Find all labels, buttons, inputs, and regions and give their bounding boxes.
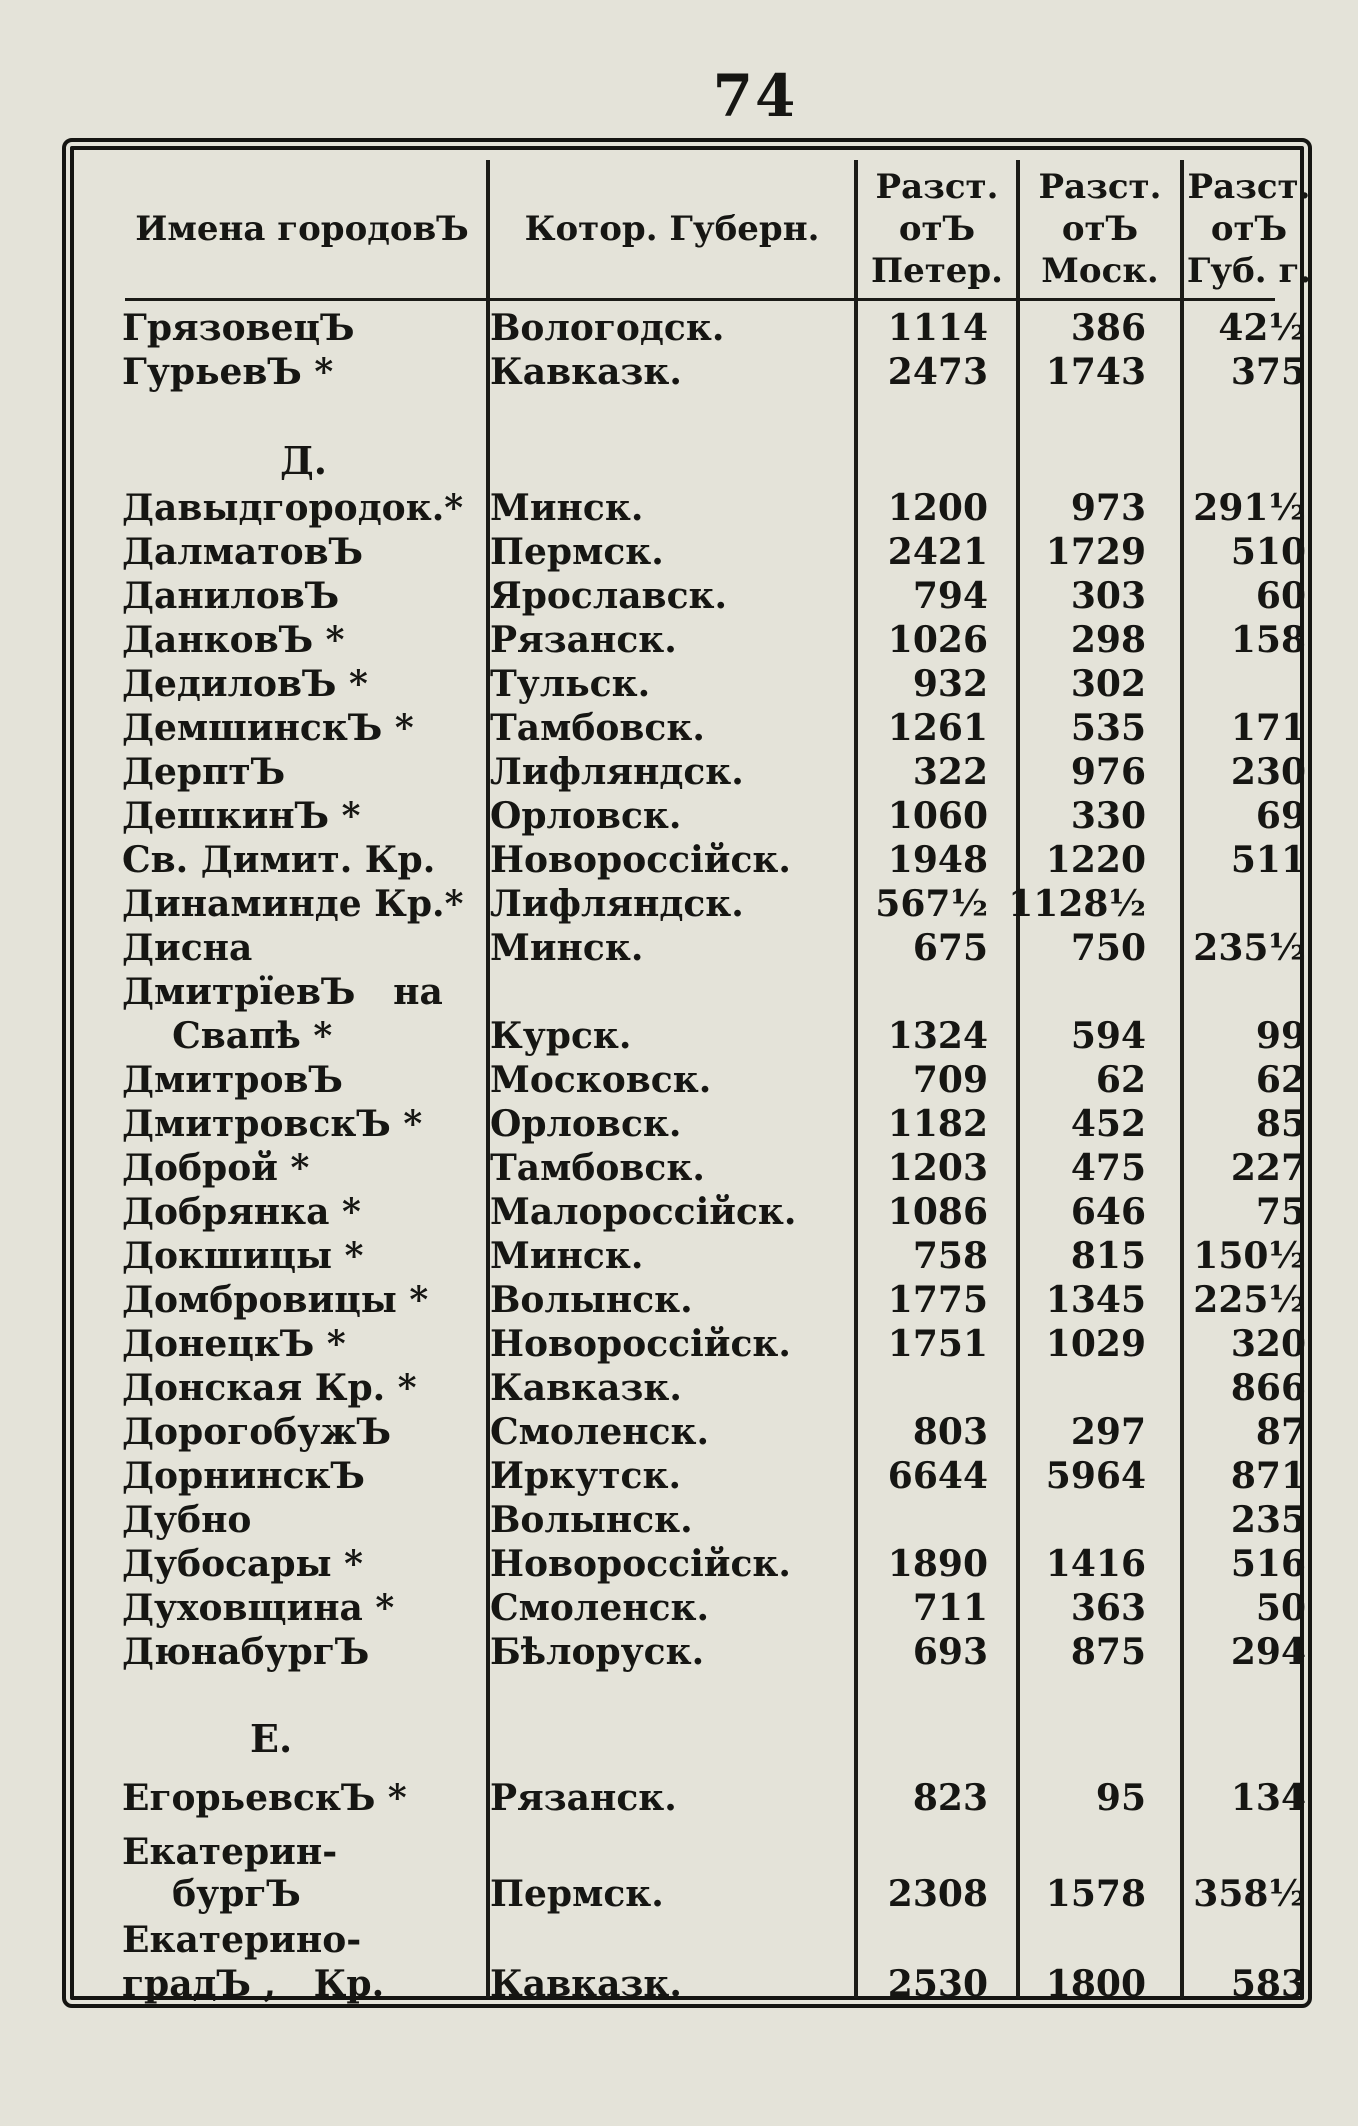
- city-cell: Домбровицы *: [122, 1279, 429, 1321]
- header-from-peter: [858, 160, 1016, 298]
- distance-moscow-cell: 973: [1070, 487, 1146, 529]
- table-row: [0, 1542, 1358, 1586]
- gubernia-cell: Пермск.: [490, 1873, 664, 1915]
- table-row: [0, 706, 1358, 750]
- distance-moscow-cell: 594: [1070, 1015, 1146, 1057]
- table-row: [0, 1058, 1358, 1102]
- table-row: [0, 750, 1358, 794]
- distance-gub-cell: 375: [1230, 351, 1306, 393]
- header-city: [118, 160, 486, 298]
- city-cell: ДорнинскЪ: [122, 1455, 365, 1497]
- distance-gub-cell: 60: [1255, 575, 1306, 617]
- header-from-peter-line3: Петер.: [870, 251, 1004, 291]
- distance-peter-cell: 1261: [887, 707, 988, 749]
- city-cell: градЪ , Кр.: [122, 1963, 385, 2005]
- distance-moscow-cell: 1220: [1045, 839, 1146, 881]
- header-rule: [125, 298, 1275, 301]
- distance-moscow-cell: 452: [1070, 1103, 1146, 1145]
- table-row: [0, 1366, 1358, 1410]
- distance-gub-cell: 158: [1230, 619, 1306, 661]
- distance-gub-cell: 871: [1230, 1455, 1306, 1497]
- city-cell: ДорогобужЪ: [122, 1411, 392, 1453]
- distance-peter-cell: 932: [912, 663, 988, 705]
- distance-peter-cell: 693: [912, 1631, 988, 1673]
- distance-gub-cell: 511: [1230, 839, 1306, 881]
- distance-peter-cell: 803: [912, 1411, 988, 1453]
- distance-gub-cell: 87: [1255, 1411, 1306, 1453]
- table-row: [0, 1830, 1358, 1874]
- table-row: [0, 882, 1358, 926]
- distance-peter-cell: 1775: [887, 1279, 988, 1321]
- city-cell: бургЪ: [122, 1873, 301, 1915]
- gubernia-cell: Рязанск.: [490, 619, 677, 661]
- city-cell: ДемшинскЪ *: [122, 707, 414, 749]
- city-cell: ДюнабургЪ: [122, 1631, 370, 1673]
- distance-moscow-cell: 535: [1070, 707, 1146, 749]
- city-cell: ДмитровскЪ *: [122, 1103, 423, 1145]
- table-row: [0, 1190, 1358, 1234]
- distance-peter-cell: 2308: [887, 1873, 988, 1915]
- distance-peter-cell: 1751: [887, 1323, 988, 1365]
- city-cell: Динаминде Кр.*: [122, 883, 464, 925]
- table-row: [0, 1776, 1358, 1820]
- distance-gub-cell: 230: [1230, 751, 1306, 793]
- gubernia-cell: Ярославск.: [490, 575, 728, 617]
- gubernia-cell: Рязанск.: [490, 1777, 677, 1819]
- distance-gub-cell: 85: [1255, 1103, 1306, 1145]
- distance-peter-cell: 567½: [875, 883, 988, 925]
- distance-peter-cell: 322: [912, 751, 988, 793]
- distance-peter-cell: 2421: [887, 531, 988, 573]
- gubernia-cell: Новороссійск.: [490, 1543, 791, 1585]
- distance-peter-cell: 1200: [887, 487, 988, 529]
- table-row: [0, 1278, 1358, 1322]
- city-cell: ДаниловЪ: [122, 575, 340, 617]
- distance-peter-cell: 2530: [887, 1963, 988, 2005]
- distance-moscow-cell: 303: [1070, 575, 1146, 617]
- city-cell: Екатерино-: [122, 1919, 362, 1961]
- city-cell: ДанковЪ *: [122, 619, 345, 661]
- distance-moscow-cell: 815: [1070, 1235, 1146, 1277]
- table-row: [0, 1410, 1358, 1454]
- city-cell: ДерптЪ: [122, 751, 286, 793]
- city-cell: Св. Димит. Кр.: [122, 839, 436, 881]
- header-gubernia-label: Котор. Губерн.: [524, 209, 820, 249]
- table-row: [0, 1146, 1358, 1190]
- city-cell: Дисна: [122, 927, 253, 969]
- table-row: [0, 350, 1358, 394]
- city-cell: Добрянка *: [122, 1191, 361, 1233]
- table-row: [0, 926, 1358, 970]
- distance-gub-cell: 99: [1255, 1015, 1306, 1057]
- distance-moscow-cell: 330: [1070, 795, 1146, 837]
- gubernia-cell: Волынск.: [490, 1279, 693, 1321]
- gubernia-cell: Новороссійск.: [490, 839, 791, 881]
- city-cell: Донская Кр. *: [122, 1367, 417, 1409]
- header-from-peter-line2: отЪ: [898, 209, 976, 249]
- city-cell: ГурьевЪ *: [122, 351, 334, 393]
- city-cell: Докшицы *: [122, 1235, 364, 1277]
- gubernia-cell: Кавказк.: [490, 1367, 682, 1409]
- distance-peter-cell: 1026: [887, 619, 988, 661]
- distance-moscow-cell: 386: [1070, 307, 1146, 349]
- city-cell: Дубно: [122, 1499, 252, 1541]
- header-from-moscow-line3: Моск.: [1041, 251, 1159, 291]
- distance-moscow-cell: 363: [1070, 1587, 1146, 1629]
- distance-peter-cell: 711: [912, 1587, 988, 1629]
- distance-peter-cell: 675: [912, 927, 988, 969]
- distance-gub-cell: 150½: [1193, 1235, 1306, 1277]
- distance-gub-cell: 235: [1230, 1499, 1306, 1541]
- table-row: [0, 838, 1358, 882]
- header-from-gub-line2: отЪ: [1210, 209, 1288, 249]
- distance-moscow-cell: 1729: [1045, 531, 1146, 573]
- city-cell: ДонецкЪ *: [122, 1323, 346, 1365]
- gubernia-cell: Кавказк.: [490, 351, 682, 393]
- table-row: [0, 1872, 1358, 1916]
- distance-gub-cell: 291½: [1193, 487, 1306, 529]
- distance-gub-cell: 294: [1230, 1631, 1306, 1673]
- table-row: [0, 662, 1358, 706]
- distance-peter-cell: 6644: [887, 1455, 988, 1497]
- table-row: [0, 574, 1358, 618]
- distance-peter-cell: 1086: [887, 1191, 988, 1233]
- table-row: [0, 530, 1358, 574]
- gubernia-cell: Кавказк.: [490, 1963, 682, 2005]
- header-from-peter-line1: Разст.: [875, 167, 999, 207]
- distance-moscow-cell: 1345: [1045, 1279, 1146, 1321]
- distance-peter-cell: 1890: [887, 1543, 988, 1585]
- gubernia-cell: Пермск.: [490, 531, 664, 573]
- distance-gub-cell: 225½: [1193, 1279, 1306, 1321]
- section-letter-d: Д.: [280, 438, 328, 483]
- gubernia-cell: Минск.: [490, 1235, 644, 1277]
- gubernia-cell: Московск.: [490, 1059, 712, 1101]
- gubernia-cell: Лифляндск.: [490, 751, 744, 793]
- distance-moscow-cell: 95: [1095, 1777, 1146, 1819]
- distance-gub-cell: 134: [1230, 1777, 1306, 1819]
- header-from-moscow-line2: отЪ: [1061, 209, 1139, 249]
- page-number: 74: [712, 62, 798, 130]
- gubernia-cell: Курск.: [490, 1015, 632, 1057]
- distance-moscow-cell: 1578: [1045, 1873, 1146, 1915]
- gubernia-cell: Малороссійск.: [490, 1191, 797, 1233]
- city-cell: Дубосары *: [122, 1543, 363, 1585]
- gubernia-cell: Минск.: [490, 487, 644, 529]
- distance-moscow-cell: 1800: [1045, 1963, 1146, 2005]
- table-row: [0, 1586, 1358, 1630]
- table-row: [0, 1234, 1358, 1278]
- table-row: [0, 1962, 1358, 2006]
- city-cell: ДмитровЪ: [122, 1059, 343, 1101]
- gubernia-cell: Смоленск.: [490, 1587, 710, 1629]
- distance-peter-cell: 2473: [887, 351, 988, 393]
- header-city-label: Имена городовЪ: [135, 209, 469, 249]
- table-row: [0, 486, 1358, 530]
- header-from-moscow: [1020, 160, 1180, 298]
- gubernia-cell: Тамбовск.: [490, 707, 705, 749]
- distance-moscow-cell: 5964: [1045, 1455, 1146, 1497]
- distance-moscow-cell: 1029: [1045, 1323, 1146, 1365]
- city-cell: ДмитрїевЪ на: [122, 971, 443, 1013]
- distance-gub-cell: 516: [1230, 1543, 1306, 1585]
- table-row: [0, 1454, 1358, 1498]
- gubernia-cell: Орловск.: [490, 795, 682, 837]
- table-row: [0, 618, 1358, 662]
- city-cell: Екатерин-: [122, 1831, 338, 1873]
- distance-peter-cell: 1060: [887, 795, 988, 837]
- gubernia-cell: Тамбовск.: [490, 1147, 705, 1189]
- distance-gub-cell: 42½: [1218, 307, 1306, 349]
- distance-gub-cell: 171: [1230, 707, 1306, 749]
- distance-gub-cell: 510: [1230, 531, 1306, 573]
- gubernia-cell: Волынск.: [490, 1499, 693, 1541]
- distance-gub-cell: 866: [1230, 1367, 1306, 1409]
- table-row: [0, 1498, 1358, 1542]
- distance-gub-cell: 75: [1255, 1191, 1306, 1233]
- city-cell: Доброй *: [122, 1147, 310, 1189]
- distance-gub-cell: 583: [1230, 1963, 1306, 2005]
- distance-peter-cell: 1203: [887, 1147, 988, 1189]
- table-row: [0, 1322, 1358, 1366]
- table-row: [0, 1630, 1358, 1674]
- header-from-gub-line1: Разст.: [1187, 167, 1311, 207]
- city-cell: ГрязовецЪ: [122, 307, 355, 349]
- distance-moscow-cell: 976: [1070, 751, 1146, 793]
- gubernia-cell: Минск.: [490, 927, 644, 969]
- distance-moscow-cell: 297: [1070, 1411, 1146, 1453]
- gubernia-cell: Тульск.: [490, 663, 651, 705]
- header-from-gub: [1184, 160, 1314, 298]
- distance-gub-cell: 227: [1230, 1147, 1306, 1189]
- distance-peter-cell: 1182: [887, 1103, 988, 1145]
- city-cell: ДешкинЪ *: [122, 795, 361, 837]
- distance-gub-cell: 235½: [1193, 927, 1306, 969]
- table-row: [0, 794, 1358, 838]
- city-cell: Духовщина *: [122, 1587, 395, 1629]
- distance-peter-cell: 1948: [887, 839, 988, 881]
- city-cell: Давыдгородок.*: [122, 487, 464, 529]
- distance-moscow-cell: 62: [1095, 1059, 1146, 1101]
- distance-moscow-cell: 475: [1070, 1147, 1146, 1189]
- distance-peter-cell: 823: [912, 1777, 988, 1819]
- distance-peter-cell: 758: [912, 1235, 988, 1277]
- city-cell: ДедиловЪ *: [122, 663, 368, 705]
- gubernia-cell: Иркутск.: [490, 1455, 681, 1497]
- table-row: [0, 1102, 1358, 1146]
- gubernia-cell: Лифляндск.: [490, 883, 744, 925]
- distance-gub-cell: 69: [1255, 795, 1306, 837]
- distance-moscow-cell: 1416: [1045, 1543, 1146, 1585]
- gubernia-cell: Бѣлоруск.: [490, 1631, 705, 1673]
- distance-gub-cell: 50: [1255, 1587, 1306, 1629]
- gubernia-cell: Новороссійск.: [490, 1323, 791, 1365]
- gubernia-cell: Вологодск.: [490, 307, 725, 349]
- distance-moscow-cell: 1128½: [1008, 883, 1146, 925]
- distance-moscow-cell: 298: [1070, 619, 1146, 661]
- distance-peter-cell: 794: [912, 575, 988, 617]
- header-from-moscow-line1: Разст.: [1038, 167, 1162, 207]
- gubernia-cell: Смоленск.: [490, 1411, 710, 1453]
- table-row: [0, 306, 1358, 350]
- gubernia-cell: Орловск.: [490, 1103, 682, 1145]
- distance-peter-cell: 1324: [887, 1015, 988, 1057]
- city-cell: ДалматовЪ: [122, 531, 364, 573]
- city-cell: Свапѣ *: [122, 1015, 333, 1057]
- city-cell: ЕгорьевскЪ *: [122, 1777, 407, 1819]
- table-row: [0, 1918, 1358, 1962]
- section-letter-e: Е.: [250, 1716, 293, 1761]
- distance-moscow-cell: 750: [1070, 927, 1146, 969]
- distance-gub-cell: 320: [1230, 1323, 1306, 1365]
- distance-peter-cell: 709: [912, 1059, 988, 1101]
- distance-moscow-cell: 875: [1070, 1631, 1146, 1673]
- table-row: [0, 1014, 1358, 1058]
- distance-moscow-cell: 1743: [1045, 351, 1146, 393]
- header-gubernia: [490, 160, 854, 298]
- distance-gub-cell: 62: [1255, 1059, 1306, 1101]
- header-from-gub-line3: Губ. г.: [1186, 251, 1312, 291]
- table-row: [0, 970, 1358, 1014]
- distance-gub-cell: 358½: [1193, 1873, 1306, 1915]
- distance-moscow-cell: 302: [1070, 663, 1146, 705]
- distance-moscow-cell: 646: [1070, 1191, 1146, 1233]
- distance-peter-cell: 1114: [887, 307, 988, 349]
